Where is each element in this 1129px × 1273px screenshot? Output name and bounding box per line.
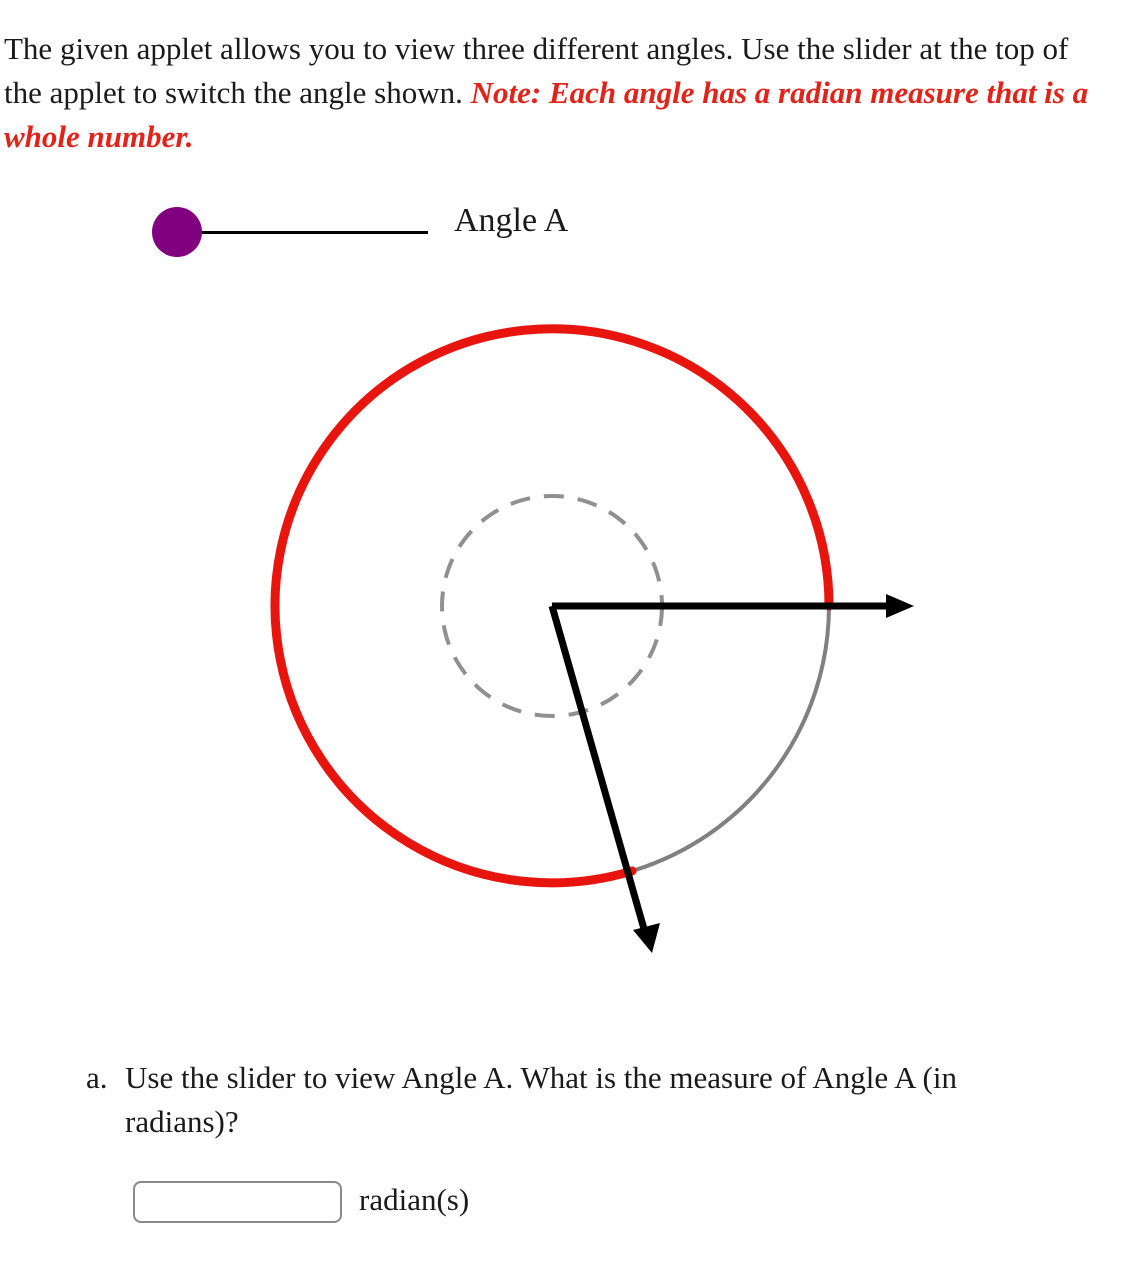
instructions-note: Note: Each angle has a radian measure that is a whole number. <box>4 75 1089 154</box>
answer-unit-label: radian(s) <box>359 1182 470 1217</box>
remaining-arc <box>632 606 829 871</box>
terminal-ray-arrowhead <box>633 923 660 953</box>
question-letter: a. <box>86 1060 108 1095</box>
question-a <box>86 1056 1066 1144</box>
slider-angle-label: Angle A <box>454 202 569 239</box>
answer-input[interactable] <box>133 1181 342 1223</box>
question-text: Use the slider to view Angle A. What is the measure of Angle A (in radians)? <box>125 1060 957 1139</box>
initial-ray-arrowhead <box>886 594 914 618</box>
instructions-text: The given applet allows you to view three different angles. Use the slider at the top of the applet to switch the angle shown. <box>4 31 1069 110</box>
